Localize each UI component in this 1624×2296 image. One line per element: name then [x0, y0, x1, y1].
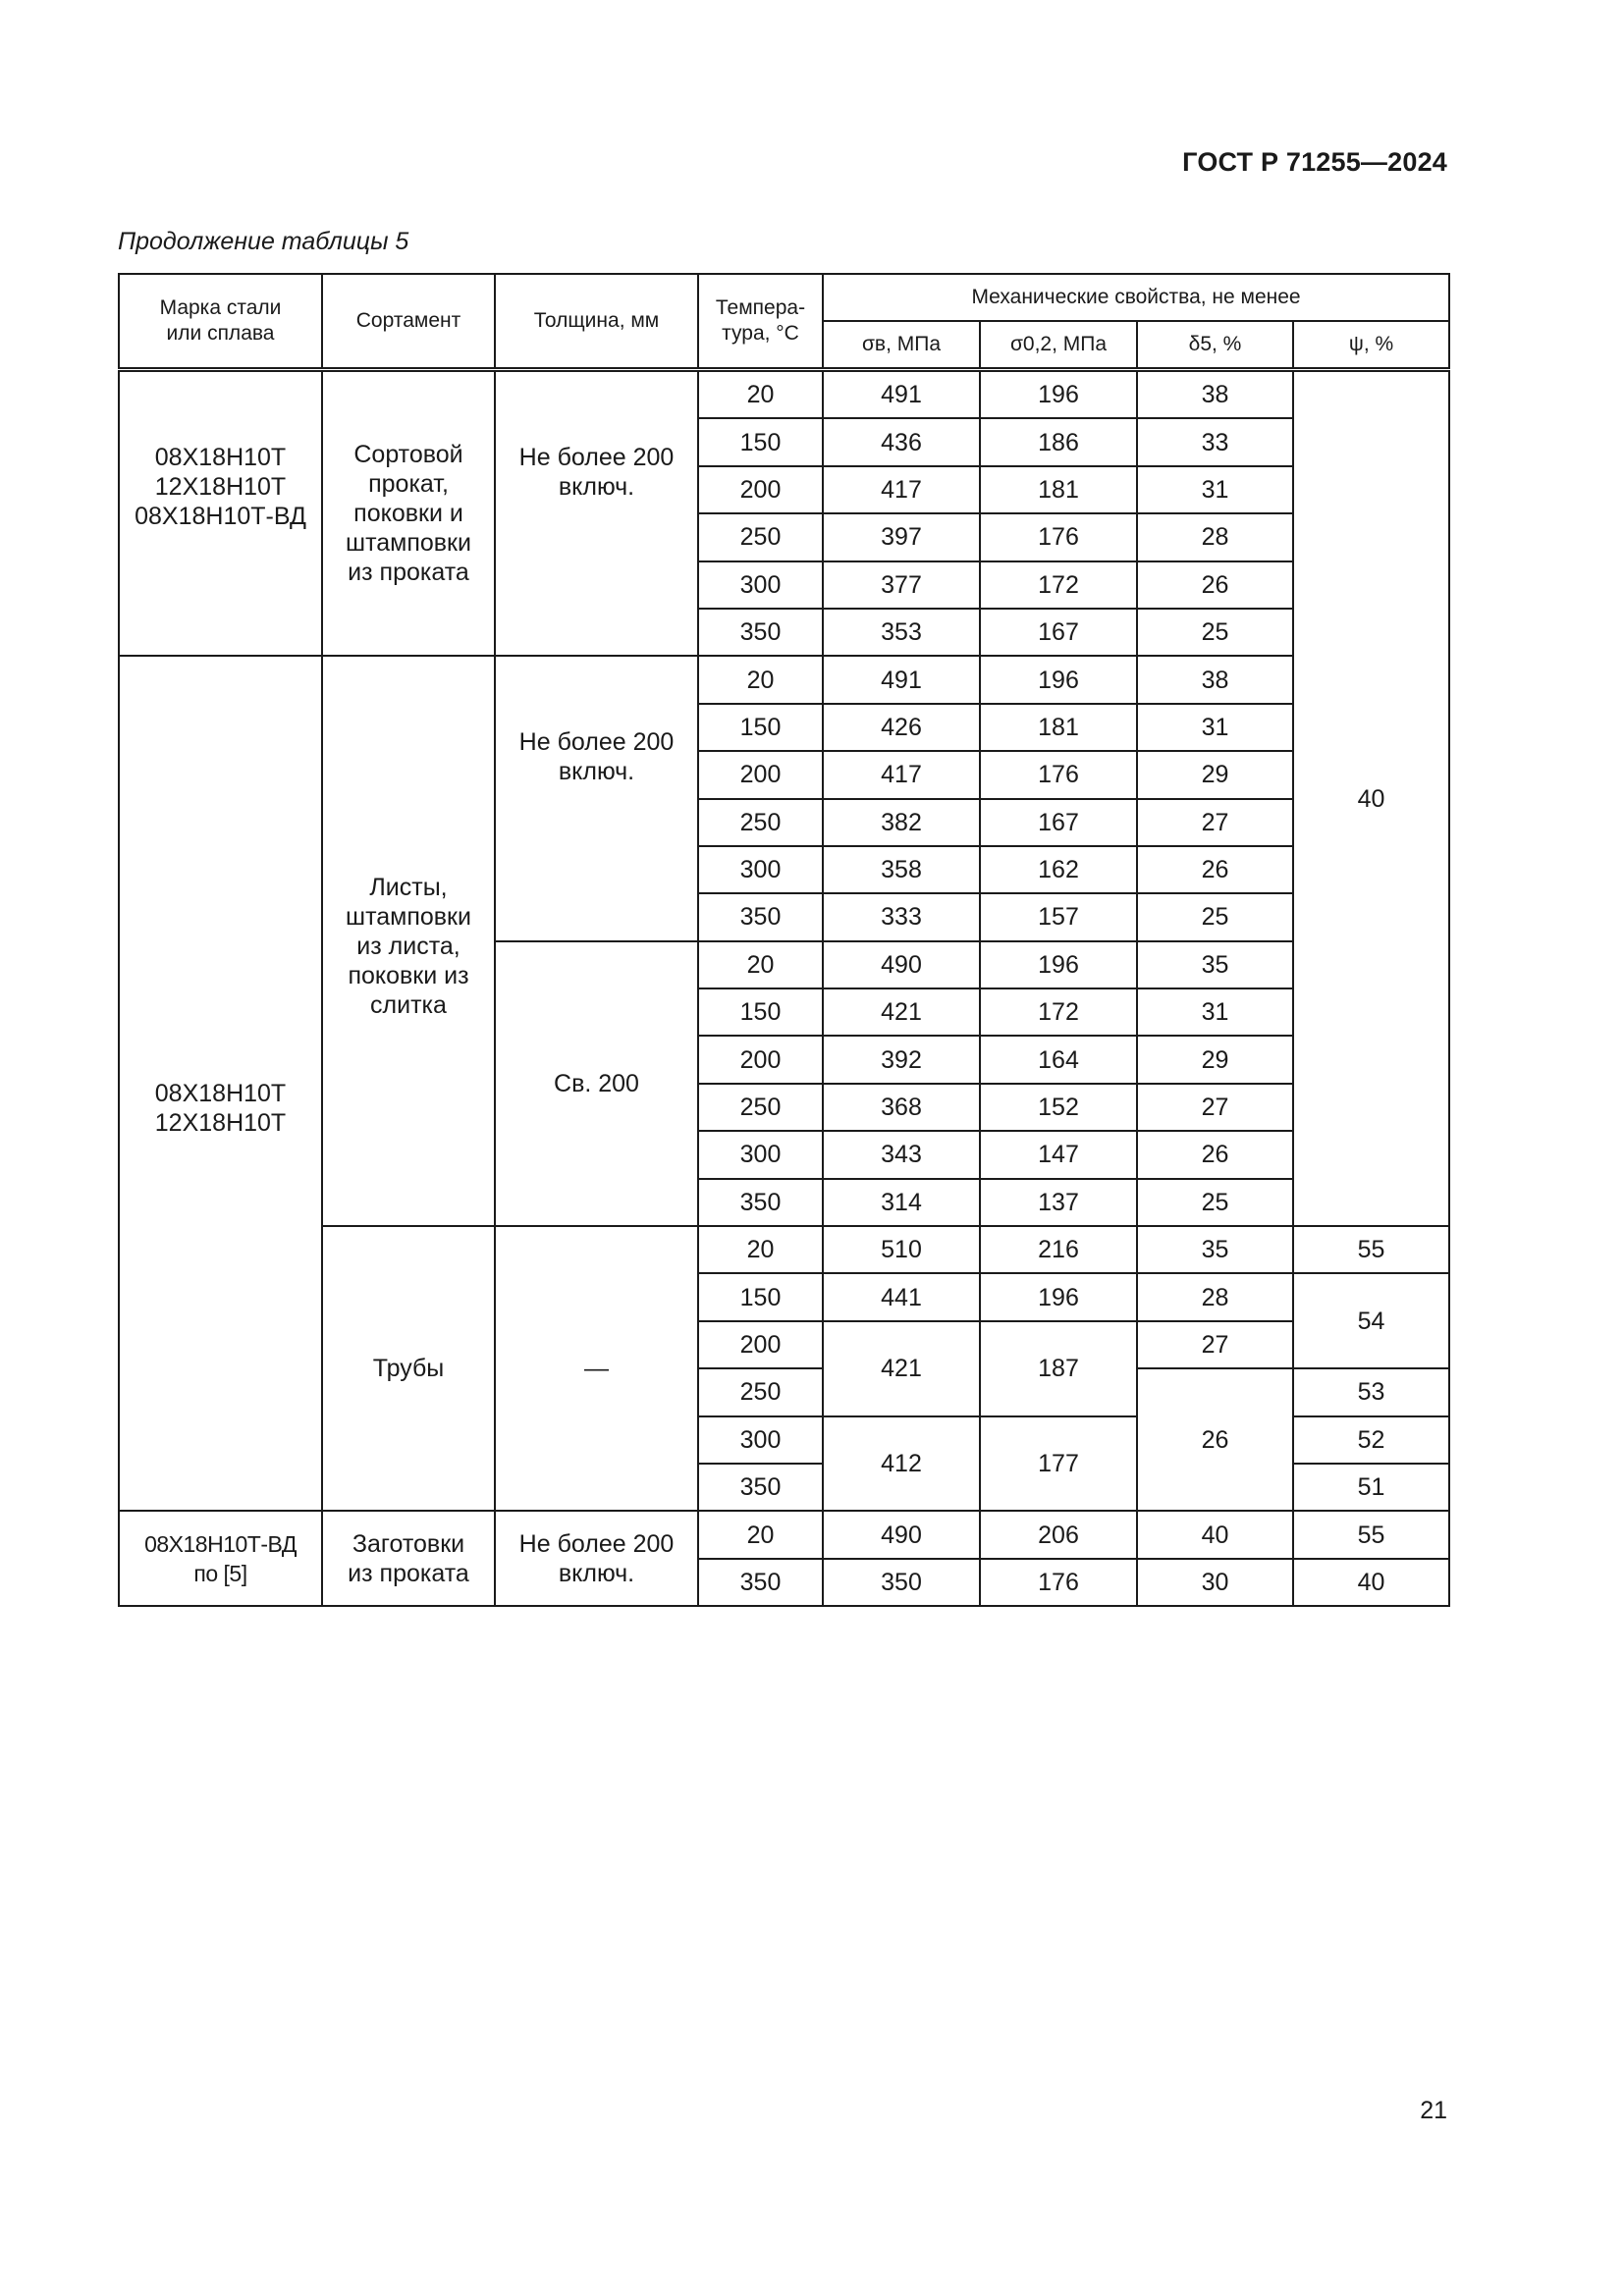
delta5-cell: 26	[1137, 1131, 1293, 1178]
thickness-cell: Не более 200 включ.	[495, 656, 698, 940]
sigma-02-cell: 176	[980, 1559, 1137, 1606]
delta5-cell: 26	[1137, 1368, 1293, 1511]
delta5-cell: 25	[1137, 1179, 1293, 1226]
thickness-cell: Не более 200 включ.	[495, 1511, 698, 1606]
delta5-cell: 30	[1137, 1559, 1293, 1606]
sigma-02-cell: 162	[980, 846, 1137, 893]
delta5-cell: 29	[1137, 751, 1293, 798]
delta5-cell: 29	[1137, 1036, 1293, 1083]
delta5-cell: 38	[1137, 370, 1293, 419]
temperature-cell: 20	[698, 656, 823, 703]
temperature-cell: 300	[698, 1416, 823, 1464]
psi-cell: 40	[1293, 1559, 1449, 1606]
sigma-02-cell: 172	[980, 561, 1137, 609]
header-delta5: δ5, %	[1137, 321, 1293, 370]
table-row	[119, 370, 1449, 419]
sigma-b-cell: 490	[823, 941, 980, 988]
sigma-02-cell: 186	[980, 418, 1137, 465]
sigma-b-cell: 397	[823, 513, 980, 561]
header-sigma-02: σ0,2, МПа	[980, 321, 1137, 370]
table-row	[119, 656, 1449, 703]
psi-cell: 55	[1293, 1226, 1449, 1273]
sigma-b-cell: 436	[823, 418, 980, 465]
mechanical-properties-table	[118, 273, 1450, 1607]
delta5-cell: 27	[1137, 1084, 1293, 1131]
header-psi: ψ, %	[1293, 321, 1449, 370]
header-assortment: Сортамент	[322, 274, 495, 370]
sigma-b-cell: 368	[823, 1084, 980, 1131]
sigma-b-cell: 412	[823, 1416, 980, 1512]
sigma-02-cell: 206	[980, 1511, 1137, 1558]
thickness-cell: —	[495, 1226, 698, 1511]
table-caption: Продолжение таблицы 5	[118, 228, 409, 255]
sigma-b-cell: 350	[823, 1559, 980, 1606]
sigma-b-cell: 441	[823, 1273, 980, 1320]
sigma-02-cell: 196	[980, 1273, 1137, 1320]
sigma-b-cell: 510	[823, 1226, 980, 1273]
delta5-cell: 31	[1137, 466, 1293, 513]
delta5-cell: 25	[1137, 609, 1293, 656]
thickness-cell: Не более 200 включ.	[495, 370, 698, 657]
sigma-b-cell: 426	[823, 704, 980, 751]
sigma-b-cell: 358	[823, 846, 980, 893]
temperature-cell: 350	[698, 1179, 823, 1226]
temperature-cell: 300	[698, 561, 823, 609]
sigma-02-cell: 152	[980, 1084, 1137, 1131]
grade-cell: 08Х18Н10Т 12Х18Н10Т	[119, 656, 322, 1511]
header-sigma-b: σв, МПа	[823, 321, 980, 370]
assortment-cell: Сортовой прокат, поковки и штамповки из проката	[322, 370, 495, 657]
temperature-cell: 300	[698, 1131, 823, 1178]
psi-cell: 52	[1293, 1416, 1449, 1464]
sigma-b-cell: 417	[823, 466, 980, 513]
temperature-cell: 250	[698, 513, 823, 561]
temperature-cell: 300	[698, 846, 823, 893]
assortment-cell: Заготовки из проката	[322, 1511, 495, 1606]
sigma-b-cell: 417	[823, 751, 980, 798]
sigma-b-cell: 392	[823, 1036, 980, 1083]
sigma-02-cell: 196	[980, 941, 1137, 988]
table-row	[119, 1511, 1449, 1558]
thickness-cell: Св. 200	[495, 941, 698, 1226]
sigma-02-cell: 196	[980, 656, 1137, 703]
delta5-cell: 31	[1137, 988, 1293, 1036]
temperature-cell: 200	[698, 1321, 823, 1368]
sigma-02-cell: 176	[980, 751, 1137, 798]
delta5-cell: 26	[1137, 561, 1293, 609]
grade-cell: 08Х18Н10Т 12Х18Н10Т 08Х18Н10Т-ВД	[119, 370, 322, 657]
delta5-cell: 27	[1137, 1321, 1293, 1368]
delta5-cell: 28	[1137, 1273, 1293, 1320]
header-temperature: Темпера- тура, °С	[698, 274, 823, 370]
delta5-cell: 31	[1137, 704, 1293, 751]
delta5-cell: 26	[1137, 846, 1293, 893]
assortment-cell: Листы, штамповки из листа, поковки из слитка	[322, 656, 495, 1226]
sigma-02-cell: 177	[980, 1416, 1137, 1512]
sigma-02-cell: 216	[980, 1226, 1137, 1273]
temperature-cell: 20	[698, 370, 823, 419]
temperature-cell: 350	[698, 893, 823, 940]
page-number: 21	[1420, 2097, 1447, 2124]
psi-cell: 53	[1293, 1368, 1449, 1415]
sigma-02-cell: 157	[980, 893, 1137, 940]
temperature-cell: 20	[698, 1511, 823, 1558]
sigma-b-cell: 343	[823, 1131, 980, 1178]
psi-cell: 55	[1293, 1511, 1449, 1558]
sigma-b-cell: 421	[823, 988, 980, 1036]
delta5-cell: 35	[1137, 941, 1293, 988]
delta5-cell: 27	[1137, 799, 1293, 846]
sigma-02-cell: 147	[980, 1131, 1137, 1178]
delta5-cell: 33	[1137, 418, 1293, 465]
sigma-02-cell: 181	[980, 466, 1137, 513]
header-grade: Марка стали или сплава	[119, 274, 322, 370]
temperature-cell: 20	[698, 1226, 823, 1273]
temperature-cell: 250	[698, 1084, 823, 1131]
sigma-b-cell: 353	[823, 609, 980, 656]
header-thickness: Толщина, мм	[495, 274, 698, 370]
psi-cell: 51	[1293, 1464, 1449, 1511]
header-mechanical-group: Механические свойства, не менее	[823, 274, 1449, 321]
temperature-cell: 20	[698, 941, 823, 988]
sigma-b-cell: 491	[823, 370, 980, 419]
grade-cell: 08Х18Н10Т-ВД по [5]	[119, 1511, 322, 1606]
assortment-cell: Трубы	[322, 1226, 495, 1511]
sigma-02-cell: 137	[980, 1179, 1137, 1226]
temperature-cell: 150	[698, 988, 823, 1036]
temperature-cell: 250	[698, 799, 823, 846]
sigma-b-cell: 377	[823, 561, 980, 609]
sigma-b-cell: 490	[823, 1511, 980, 1558]
temperature-cell: 150	[698, 418, 823, 465]
delta5-cell: 38	[1137, 656, 1293, 703]
delta5-cell: 35	[1137, 1226, 1293, 1273]
delta5-cell: 40	[1137, 1511, 1293, 1558]
sigma-02-cell: 196	[980, 370, 1137, 419]
temperature-cell: 150	[698, 1273, 823, 1320]
temperature-cell: 200	[698, 1036, 823, 1083]
sigma-02-cell: 172	[980, 988, 1137, 1036]
temperature-cell: 200	[698, 466, 823, 513]
sigma-b-cell: 491	[823, 656, 980, 703]
temperature-cell: 150	[698, 704, 823, 751]
sigma-b-cell: 333	[823, 893, 980, 940]
delta5-cell: 28	[1137, 513, 1293, 561]
sigma-02-cell: 167	[980, 609, 1137, 656]
temperature-cell: 350	[698, 1559, 823, 1606]
psi-cell: 54	[1293, 1273, 1449, 1368]
sigma-b-cell: 314	[823, 1179, 980, 1226]
sigma-02-cell: 176	[980, 513, 1137, 561]
psi-shared-cell: 40	[1293, 370, 1449, 1227]
sigma-02-cell: 187	[980, 1321, 1137, 1416]
sigma-02-cell: 167	[980, 799, 1137, 846]
temperature-cell: 200	[698, 751, 823, 798]
sigma-b-cell: 421	[823, 1321, 980, 1416]
sigma-02-cell: 164	[980, 1036, 1137, 1083]
sigma-02-cell: 181	[980, 704, 1137, 751]
delta5-cell: 25	[1137, 893, 1293, 940]
temperature-cell: 250	[698, 1368, 823, 1415]
temperature-cell: 350	[698, 1464, 823, 1511]
sigma-b-cell: 382	[823, 799, 980, 846]
temperature-cell: 350	[698, 609, 823, 656]
standard-code: ГОСТ Р 71255—2024	[1182, 147, 1447, 177]
